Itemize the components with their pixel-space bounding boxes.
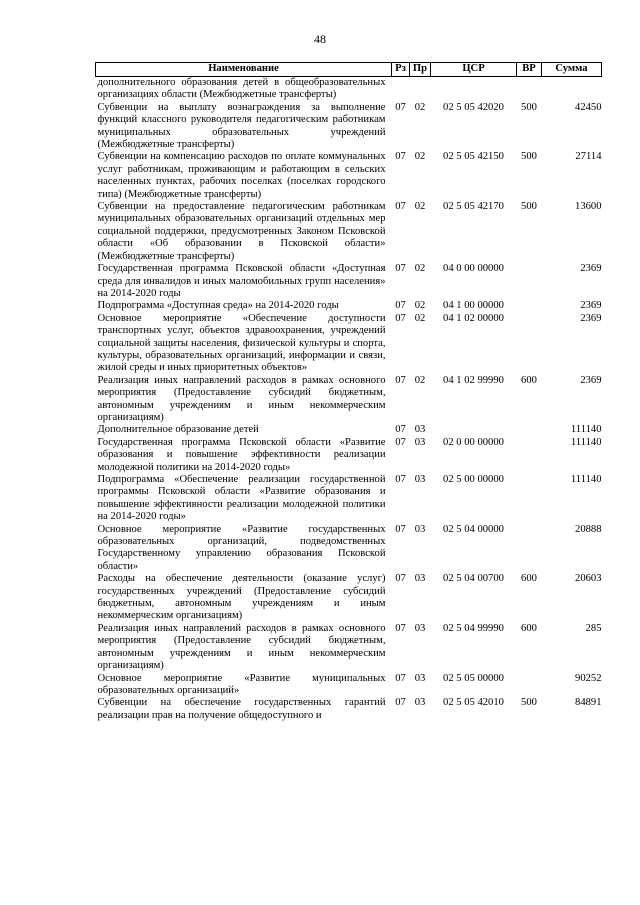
cell-rz: 07 bbox=[395, 523, 406, 535]
table-row bbox=[96, 300, 602, 312]
table-body bbox=[96, 77, 602, 723]
table-row bbox=[96, 201, 602, 263]
cell-pr: 02 bbox=[414, 312, 426, 324]
cell-sum: 42450 bbox=[575, 101, 602, 113]
budget-table-container bbox=[95, 62, 602, 722]
cell-vr bbox=[517, 263, 542, 300]
cell-csr: 02 5 05 42010 bbox=[443, 697, 504, 709]
cell-name: Субвенции на выплату вознаграждения за выполнение функций классного руководителя педагогическим работникам муниципальных образовательных учреждений (Межбюджетные трансферты) bbox=[97, 101, 386, 151]
header-csr: ЦСР bbox=[431, 63, 517, 77]
table-row bbox=[96, 474, 602, 524]
cell-sum: 84891 bbox=[575, 697, 602, 709]
cell-sum: 2369 bbox=[580, 263, 602, 275]
header-rz: Рз bbox=[392, 63, 410, 77]
cell-sum: 27114 bbox=[575, 151, 602, 163]
table-row bbox=[96, 623, 602, 673]
cell-csr: 04 0 00 00000 bbox=[443, 263, 504, 275]
cell-vr bbox=[517, 300, 542, 312]
cell-pr bbox=[410, 77, 431, 102]
cell-csr: 02 5 00 00000 bbox=[443, 474, 504, 485]
cell-sum: 111140 bbox=[570, 436, 602, 448]
cell-rz: 07 bbox=[395, 300, 406, 312]
cell-name: Субвенции на компенсацию расходов по оплате коммунальных услуг работникам, проживающим и работающим в сельских населенных пунктах, рабочих поселках (поселках городского типа) (Межбюджетные трансферты) bbox=[97, 151, 386, 200]
table-row bbox=[96, 437, 602, 474]
cell-pr: 03 bbox=[414, 436, 426, 448]
cell-rz: 07 bbox=[395, 263, 406, 275]
table-row bbox=[96, 375, 602, 425]
cell-pr: 02 bbox=[414, 300, 426, 312]
cell-csr: 04 1 02 99990 bbox=[443, 374, 504, 386]
cell-csr: 02 5 05 42170 bbox=[443, 201, 504, 213]
cell-rz: 07 bbox=[395, 201, 406, 213]
table-row bbox=[96, 313, 602, 375]
cell-vr bbox=[517, 524, 542, 574]
cell-pr: 03 bbox=[414, 523, 426, 535]
cell-pr: 03 bbox=[414, 573, 426, 585]
cell-sum: 20603 bbox=[575, 573, 602, 585]
cell-csr bbox=[431, 424, 517, 436]
cell-csr: 02 5 05 42020 bbox=[443, 101, 504, 113]
cell-rz: 07 bbox=[395, 374, 406, 386]
cell-name: Государственная программа Псковской области «Развитие образования и повышение эффективности реализации молодежной политики на 2014-2020 годы» bbox=[97, 436, 386, 473]
cell-rz: 07 bbox=[395, 424, 406, 436]
cell-csr: 02 0 00 00000 bbox=[443, 436, 504, 448]
cell-vr bbox=[517, 437, 542, 474]
table-row bbox=[96, 673, 602, 698]
cell-vr bbox=[517, 313, 542, 375]
cell-name: дополнительного образования детей в общеобразовательных организациях области (Межбюджетные трансферты) bbox=[97, 77, 386, 101]
cell-csr: 02 5 04 00700 bbox=[443, 573, 504, 585]
cell-name: Государственная программа Псковской области «Доступная среда для инвалидов и иных маломобильных групп населения» на 2014-2020 годы bbox=[97, 263, 386, 299]
table-header-row bbox=[96, 63, 602, 77]
cell-pr: 03 bbox=[414, 672, 426, 684]
cell-pr: 03 bbox=[414, 697, 426, 709]
cell-name: Субвенции на предоставление педагогическим работникам муниципальных образовательных организаций отдельных мер социальной поддержки, предусмотренных Законом Псковской области «Об образовании в Псковской области» (Межбюджетные трансферты) bbox=[97, 201, 386, 262]
cell-rz: 07 bbox=[395, 474, 406, 485]
page-number: 48 bbox=[314, 32, 326, 46]
cell-csr: 04 1 00 00000 bbox=[443, 300, 504, 312]
table-row bbox=[96, 573, 602, 623]
cell-sum: 2369 bbox=[580, 300, 602, 312]
cell-rz: 07 bbox=[395, 622, 406, 634]
cell-csr: 02 5 04 00000 bbox=[443, 523, 504, 535]
table-row bbox=[96, 697, 602, 722]
table-row bbox=[96, 77, 602, 102]
cell-rz: 07 bbox=[395, 151, 406, 163]
cell-vr: 500 bbox=[521, 697, 537, 709]
cell-sum: 111140 bbox=[570, 424, 602, 436]
cell-csr: 02 5 05 42150 bbox=[443, 151, 504, 163]
table-row bbox=[96, 102, 602, 152]
cell-csr: 02 5 05 00000 bbox=[443, 672, 504, 684]
cell-vr: 500 bbox=[521, 101, 537, 113]
cell-vr: 500 bbox=[521, 151, 537, 163]
header-name: Наименование bbox=[96, 63, 392, 77]
cell-pr: 02 bbox=[414, 201, 426, 213]
cell-name: Подпрограмма «Обеспечение реализации государственной программы Псковской области «Развитие образования и повышение эффективности реализации молодежной политики на 2014-2020 годы» bbox=[97, 474, 386, 523]
cell-sum: 20888 bbox=[575, 523, 602, 535]
table-row bbox=[96, 524, 602, 574]
cell-pr: 03 bbox=[414, 622, 426, 634]
cell-name: Реализация иных направлений расходов в рамках основного мероприятия (Предоставление субсидий бюджетным, автономным учреждениям и иным некоммерческим организациям) bbox=[97, 622, 386, 672]
cell-name: Расходы на обеспечение деятельности (оказание услуг) государственных учреждений (Предоставление субсидий бюджетным, автономным учреждениям и иным некоммерческим организациям) bbox=[97, 573, 386, 622]
cell-sum: 111140 bbox=[570, 474, 602, 485]
cell-name: Подпрограмма «Доступная среда» на 2014-2020 годы bbox=[97, 300, 339, 312]
cell-pr: 02 bbox=[414, 101, 426, 113]
cell-rz: 07 bbox=[395, 573, 406, 585]
cell-sum: 2369 bbox=[580, 312, 602, 324]
cell-sum: 13600 bbox=[575, 201, 602, 213]
cell-sum: 2369 bbox=[580, 374, 602, 386]
cell-pr: 03 bbox=[414, 474, 426, 485]
budget-table bbox=[95, 62, 602, 722]
cell-rz: 07 bbox=[395, 436, 406, 448]
cell-vr: 500 bbox=[521, 201, 537, 213]
cell-name: Основное мероприятие «Развитие муниципальных образовательных организаций» bbox=[97, 672, 386, 696]
table-row bbox=[96, 151, 602, 201]
cell-csr: 02 5 04 99990 bbox=[443, 622, 504, 634]
cell-sum: 285 bbox=[585, 622, 602, 634]
cell-name: Реализация иных направлений расходов в рамках основного мероприятия (Предоставление субсидий бюджетным, автономным учреждениям и иным некоммерческим организациям) bbox=[97, 374, 386, 423]
cell-rz: 07 bbox=[395, 312, 406, 324]
cell-rz: 07 bbox=[395, 672, 406, 684]
cell-vr: 600 bbox=[521, 573, 537, 585]
cell-rz: 07 bbox=[395, 697, 406, 709]
cell-csr bbox=[431, 77, 517, 102]
cell-name: Основное мероприятие «Развитие государственных образовательных организаций, подведомственных Государственному управлению образования Псковской области» bbox=[97, 523, 386, 572]
cell-vr bbox=[517, 424, 542, 436]
cell-pr: 03 bbox=[414, 424, 426, 436]
cell-name: Дополнительное образование детей bbox=[97, 424, 259, 436]
cell-vr: 600 bbox=[521, 622, 537, 634]
cell-sum: 90252 bbox=[575, 672, 602, 684]
cell-sum bbox=[542, 77, 602, 102]
cell-pr: 02 bbox=[414, 263, 426, 275]
table-row bbox=[96, 424, 602, 436]
cell-pr: 02 bbox=[414, 374, 426, 386]
header-pr: Пр bbox=[410, 63, 431, 77]
cell-vr bbox=[517, 474, 542, 524]
cell-csr: 04 1 02 00000 bbox=[443, 312, 504, 324]
header-vr: ВР bbox=[517, 63, 542, 77]
cell-name: Основное мероприятие «Обеспечение доступности транспортных услуг, объектов здравоохранения, учреждений социальной защиты населения, физической культуры и спорта, культуры, образовательных организаций, информации и связи, жилой среды и иных приоритетных объектов» bbox=[97, 312, 386, 374]
cell-vr: 600 bbox=[521, 374, 537, 386]
cell-name: Субвенции на обеспечение государственных гарантий реализации прав на получение общедоступного и bbox=[97, 697, 386, 721]
cell-rz: 07 bbox=[395, 101, 406, 113]
cell-pr: 02 bbox=[414, 151, 426, 163]
cell-rz bbox=[392, 77, 410, 102]
header-sum: Сумма bbox=[542, 63, 602, 77]
table-row bbox=[96, 263, 602, 300]
cell-vr bbox=[517, 77, 542, 102]
cell-vr bbox=[517, 673, 542, 698]
